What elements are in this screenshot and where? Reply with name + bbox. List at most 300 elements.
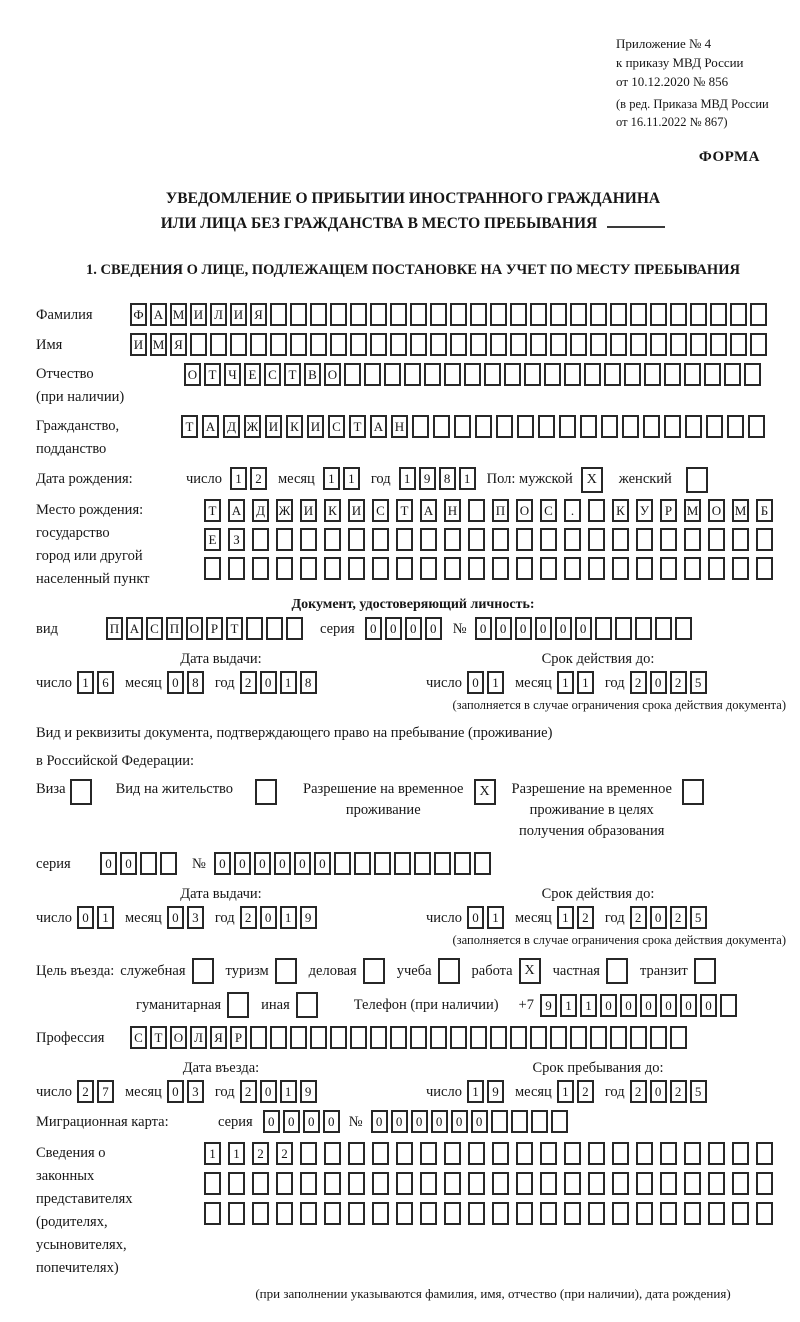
- birth-place-cell[interactable]: [204, 557, 221, 580]
- surname-cell[interactable]: [390, 303, 407, 326]
- citizenship-cell[interactable]: [643, 415, 660, 438]
- surname-cell[interactable]: [670, 303, 687, 326]
- residence-number-cell[interactable]: [414, 852, 431, 875]
- issue-month-cell[interactable]: 0: [167, 671, 184, 694]
- doc-series-cell[interactable]: 0: [365, 617, 382, 640]
- profession-cell[interactable]: [270, 1026, 287, 1049]
- representatives-cell[interactable]: [612, 1172, 629, 1195]
- name-cell[interactable]: [590, 333, 607, 356]
- birth-place-cell[interactable]: [516, 528, 533, 551]
- name-cell[interactable]: [190, 333, 207, 356]
- representatives-cell[interactable]: [540, 1142, 557, 1165]
- residence-number-cell[interactable]: 0: [214, 852, 231, 875]
- representatives-cell[interactable]: [612, 1142, 629, 1165]
- expiry-year-cell[interactable]: 2: [670, 671, 687, 694]
- citizenship-cell[interactable]: К: [286, 415, 303, 438]
- patronymic-cell[interactable]: [544, 363, 561, 386]
- phone-cell[interactable]: 9: [540, 994, 557, 1017]
- representatives-cell[interactable]: [516, 1202, 533, 1225]
- doc-kind-cell[interactable]: Т: [226, 617, 243, 640]
- res-expiry-day-cell[interactable]: 0: [467, 906, 484, 929]
- profession-cell[interactable]: [630, 1026, 647, 1049]
- representatives-cell[interactable]: [300, 1172, 317, 1195]
- name-cell[interactable]: [670, 333, 687, 356]
- birth-day-cell[interactable]: 1: [230, 467, 247, 490]
- residence-number-cell[interactable]: [434, 852, 451, 875]
- entry-month-cell[interactable]: 3: [187, 1080, 204, 1103]
- profession-cell[interactable]: О: [170, 1026, 187, 1049]
- patronymic-cell[interactable]: В: [304, 363, 321, 386]
- doc-kind-cell[interactable]: О: [186, 617, 203, 640]
- profession-cell[interactable]: С: [130, 1026, 147, 1049]
- profession-cell[interactable]: [450, 1026, 467, 1049]
- stay-day-cell[interactable]: 1: [467, 1080, 484, 1103]
- doc-number-cell[interactable]: 0: [495, 617, 512, 640]
- birth-place-cell[interactable]: [420, 557, 437, 580]
- name-cell[interactable]: [390, 333, 407, 356]
- res-issue-day-cell[interactable]: 1: [97, 906, 114, 929]
- birth-place-cell[interactable]: [300, 528, 317, 551]
- doc-number-cell[interactable]: 0: [575, 617, 592, 640]
- citizenship-cell[interactable]: И: [265, 415, 282, 438]
- res-expiry-month-cell[interactable]: 1: [557, 906, 574, 929]
- phone-cell[interactable]: 0: [620, 994, 637, 1017]
- representatives-cell[interactable]: [204, 1202, 221, 1225]
- stay-month-cell[interactable]: 1: [557, 1080, 574, 1103]
- surname-cell[interactable]: М: [170, 303, 187, 326]
- birth-place-cell[interactable]: Ж: [276, 499, 293, 522]
- female-checkbox[interactable]: [686, 467, 708, 493]
- birth-place-cell[interactable]: [660, 557, 677, 580]
- birth-month-cell[interactable]: 1: [343, 467, 360, 490]
- profession-cell[interactable]: [550, 1026, 567, 1049]
- name-cell[interactable]: [310, 333, 327, 356]
- citizenship-cell[interactable]: Н: [391, 415, 408, 438]
- phone-cell[interactable]: 0: [680, 994, 697, 1017]
- representatives-cell[interactable]: [684, 1142, 701, 1165]
- purpose-transit-checkbox[interactable]: [694, 958, 716, 984]
- name-cell[interactable]: [610, 333, 627, 356]
- res-issue-year-cell[interactable]: 1: [280, 906, 297, 929]
- doc-number-cell[interactable]: 0: [475, 617, 492, 640]
- birth-place-cell[interactable]: О: [708, 499, 725, 522]
- representatives-cell[interactable]: [372, 1172, 389, 1195]
- representatives-cell[interactable]: [564, 1202, 581, 1225]
- surname-cell[interactable]: [350, 303, 367, 326]
- birth-place-cell[interactable]: .: [564, 499, 581, 522]
- doc-kind-cell[interactable]: [246, 617, 263, 640]
- patronymic-cell[interactable]: [704, 363, 721, 386]
- expiry-day-cell[interactable]: 1: [487, 671, 504, 694]
- residence-series-cell[interactable]: [160, 852, 177, 875]
- profession-cell[interactable]: [410, 1026, 427, 1049]
- name-cell[interactable]: [570, 333, 587, 356]
- doc-kind-cell[interactable]: Р: [206, 617, 223, 640]
- representatives-cell[interactable]: [756, 1172, 773, 1195]
- citizenship-cell[interactable]: А: [202, 415, 219, 438]
- representatives-cell[interactable]: [420, 1202, 437, 1225]
- representatives-cell[interactable]: [492, 1202, 509, 1225]
- birth-place-cell[interactable]: К: [612, 499, 629, 522]
- doc-kind-cell[interactable]: А: [126, 617, 143, 640]
- birth-place-cell[interactable]: [252, 528, 269, 551]
- birth-place-cell[interactable]: [756, 528, 773, 551]
- surname-cell[interactable]: [290, 303, 307, 326]
- representatives-cell[interactable]: [444, 1202, 461, 1225]
- surname-cell[interactable]: Я: [250, 303, 267, 326]
- profession-cell[interactable]: Л: [190, 1026, 207, 1049]
- purpose-humanitarian-checkbox[interactable]: [227, 992, 249, 1018]
- birth-place-cell[interactable]: [444, 528, 461, 551]
- patronymic-cell[interactable]: [384, 363, 401, 386]
- surname-cell[interactable]: [650, 303, 667, 326]
- representatives-cell[interactable]: [636, 1202, 653, 1225]
- birth-place-cell[interactable]: Т: [396, 499, 413, 522]
- profession-cell[interactable]: [390, 1026, 407, 1049]
- representatives-cell[interactable]: [252, 1172, 269, 1195]
- patronymic-cell[interactable]: [664, 363, 681, 386]
- representatives-cell[interactable]: [588, 1142, 605, 1165]
- surname-cell[interactable]: [470, 303, 487, 326]
- res-expiry-year-cell[interactable]: 2: [630, 906, 647, 929]
- representatives-cell[interactable]: [612, 1202, 629, 1225]
- stay-year-cell[interactable]: 0: [650, 1080, 667, 1103]
- res-issue-year-cell[interactable]: 0: [260, 906, 277, 929]
- birth-place-cell[interactable]: [420, 528, 437, 551]
- purpose-study-checkbox[interactable]: [438, 958, 460, 984]
- migration-number-cell[interactable]: [551, 1110, 568, 1133]
- name-cell[interactable]: [690, 333, 707, 356]
- profession-cell[interactable]: [290, 1026, 307, 1049]
- res-expiry-month-cell[interactable]: 2: [577, 906, 594, 929]
- stay-year-cell[interactable]: 2: [670, 1080, 687, 1103]
- patronymic-cell[interactable]: [724, 363, 741, 386]
- name-cell[interactable]: [450, 333, 467, 356]
- purpose-tourism-checkbox[interactable]: [275, 958, 297, 984]
- stay-year-cell[interactable]: 2: [630, 1080, 647, 1103]
- residence-number-cell[interactable]: 0: [234, 852, 251, 875]
- stay-day-cell[interactable]: 9: [487, 1080, 504, 1103]
- patronymic-cell[interactable]: Т: [204, 363, 221, 386]
- expiry-year-cell[interactable]: 2: [630, 671, 647, 694]
- profession-cell[interactable]: [610, 1026, 627, 1049]
- surname-cell[interactable]: [710, 303, 727, 326]
- name-cell[interactable]: [430, 333, 447, 356]
- citizenship-cell[interactable]: [475, 415, 492, 438]
- migration-number-cell[interactable]: 0: [431, 1110, 448, 1133]
- migration-number-cell[interactable]: [531, 1110, 548, 1133]
- name-cell[interactable]: Я: [170, 333, 187, 356]
- name-cell[interactable]: [750, 333, 767, 356]
- citizenship-cell[interactable]: [538, 415, 555, 438]
- surname-cell[interactable]: [310, 303, 327, 326]
- birth-place-cell[interactable]: [468, 499, 485, 522]
- name-cell[interactable]: М: [150, 333, 167, 356]
- representatives-cell[interactable]: [396, 1202, 413, 1225]
- citizenship-cell[interactable]: [664, 415, 681, 438]
- citizenship-cell[interactable]: [559, 415, 576, 438]
- birth-year-cell[interactable]: 1: [399, 467, 416, 490]
- birth-place-cell[interactable]: Р: [660, 499, 677, 522]
- representatives-cell[interactable]: [660, 1142, 677, 1165]
- patronymic-cell[interactable]: [364, 363, 381, 386]
- profession-cell[interactable]: [510, 1026, 527, 1049]
- residence-series-cell[interactable]: 0: [120, 852, 137, 875]
- representatives-cell[interactable]: [756, 1142, 773, 1165]
- citizenship-cell[interactable]: [601, 415, 618, 438]
- name-cell[interactable]: [230, 333, 247, 356]
- representatives-cell[interactable]: [324, 1202, 341, 1225]
- birth-place-cell[interactable]: [372, 557, 389, 580]
- res-issue-month-cell[interactable]: 3: [187, 906, 204, 929]
- patronymic-cell[interactable]: [624, 363, 641, 386]
- entry-month-cell[interactable]: 0: [167, 1080, 184, 1103]
- birth-place-cell[interactable]: С: [372, 499, 389, 522]
- name-cell[interactable]: [290, 333, 307, 356]
- birth-place-cell[interactable]: [468, 528, 485, 551]
- patronymic-cell[interactable]: Ч: [224, 363, 241, 386]
- surname-cell[interactable]: А: [150, 303, 167, 326]
- purpose-other-checkbox[interactable]: [296, 992, 318, 1018]
- name-cell[interactable]: [470, 333, 487, 356]
- surname-cell[interactable]: [550, 303, 567, 326]
- birth-place-cell[interactable]: М: [684, 499, 701, 522]
- res-expiry-year-cell[interactable]: 2: [670, 906, 687, 929]
- res-expiry-year-cell[interactable]: 5: [690, 906, 707, 929]
- res-expiry-day-cell[interactable]: 1: [487, 906, 504, 929]
- surname-cell[interactable]: [630, 303, 647, 326]
- phone-cell[interactable]: 0: [600, 994, 617, 1017]
- rvp-education-checkbox[interactable]: [682, 779, 704, 805]
- doc-number-cell[interactable]: [655, 617, 672, 640]
- birth-place-cell[interactable]: [492, 528, 509, 551]
- birth-place-cell[interactable]: Е: [204, 528, 221, 551]
- migration-series-cell[interactable]: 0: [283, 1110, 300, 1133]
- expiry-year-cell[interactable]: 5: [690, 671, 707, 694]
- phone-cell[interactable]: 0: [660, 994, 677, 1017]
- stay-year-cell[interactable]: 5: [690, 1080, 707, 1103]
- representatives-cell[interactable]: [468, 1172, 485, 1195]
- birth-place-cell[interactable]: [588, 499, 605, 522]
- birth-year-cell[interactable]: 1: [459, 467, 476, 490]
- representatives-cell[interactable]: [396, 1142, 413, 1165]
- representatives-cell[interactable]: [348, 1202, 365, 1225]
- patronymic-cell[interactable]: [484, 363, 501, 386]
- surname-cell[interactable]: [750, 303, 767, 326]
- entry-year-cell[interactable]: 0: [260, 1080, 277, 1103]
- representatives-cell[interactable]: [348, 1172, 365, 1195]
- representatives-cell[interactable]: [252, 1202, 269, 1225]
- residence-number-cell[interactable]: 0: [294, 852, 311, 875]
- patronymic-cell[interactable]: [524, 363, 541, 386]
- birth-place-cell[interactable]: [612, 557, 629, 580]
- representatives-cell[interactable]: [732, 1202, 749, 1225]
- issue-year-cell[interactable]: 8: [300, 671, 317, 694]
- residence-series-cell[interactable]: 0: [100, 852, 117, 875]
- representatives-cell[interactable]: [372, 1142, 389, 1165]
- entry-year-cell[interactable]: 9: [300, 1080, 317, 1103]
- representatives-cell[interactable]: [348, 1142, 365, 1165]
- birth-place-cell[interactable]: [324, 528, 341, 551]
- birth-place-cell[interactable]: [612, 528, 629, 551]
- citizenship-cell[interactable]: [685, 415, 702, 438]
- phone-cell[interactable]: 1: [560, 994, 577, 1017]
- issue-year-cell[interactable]: 2: [240, 671, 257, 694]
- surname-cell[interactable]: [410, 303, 427, 326]
- patronymic-cell[interactable]: О: [184, 363, 201, 386]
- citizenship-cell[interactable]: Т: [349, 415, 366, 438]
- representatives-cell[interactable]: [300, 1202, 317, 1225]
- representatives-cell[interactable]: [708, 1202, 725, 1225]
- representatives-cell[interactable]: 2: [252, 1142, 269, 1165]
- profession-cell[interactable]: [330, 1026, 347, 1049]
- patronymic-cell[interactable]: [644, 363, 661, 386]
- profession-cell[interactable]: Я: [210, 1026, 227, 1049]
- birth-year-cell[interactable]: 9: [419, 467, 436, 490]
- surname-cell[interactable]: [490, 303, 507, 326]
- representatives-cell[interactable]: [756, 1202, 773, 1225]
- citizenship-cell[interactable]: Ж: [244, 415, 261, 438]
- birth-place-cell[interactable]: Б: [756, 499, 773, 522]
- birth-place-cell[interactable]: [300, 557, 317, 580]
- purpose-official-checkbox[interactable]: [192, 958, 214, 984]
- representatives-cell[interactable]: [660, 1172, 677, 1195]
- representatives-cell[interactable]: [204, 1172, 221, 1195]
- surname-cell[interactable]: [690, 303, 707, 326]
- citizenship-cell[interactable]: [622, 415, 639, 438]
- migration-series-cell[interactable]: 0: [303, 1110, 320, 1133]
- representatives-cell[interactable]: [636, 1172, 653, 1195]
- citizenship-cell[interactable]: [727, 415, 744, 438]
- representatives-cell[interactable]: 1: [204, 1142, 221, 1165]
- representatives-cell[interactable]: 1: [228, 1142, 245, 1165]
- birth-place-cell[interactable]: [468, 557, 485, 580]
- residence-number-cell[interactable]: [394, 852, 411, 875]
- name-cell[interactable]: [330, 333, 347, 356]
- expiry-month-cell[interactable]: 1: [557, 671, 574, 694]
- doc-series-cell[interactable]: 0: [385, 617, 402, 640]
- birth-place-cell[interactable]: А: [228, 499, 245, 522]
- patronymic-cell[interactable]: [464, 363, 481, 386]
- representatives-cell[interactable]: [732, 1172, 749, 1195]
- name-cell[interactable]: [510, 333, 527, 356]
- surname-cell[interactable]: [570, 303, 587, 326]
- surname-cell[interactable]: Л: [210, 303, 227, 326]
- citizenship-cell[interactable]: [706, 415, 723, 438]
- representatives-cell[interactable]: [636, 1142, 653, 1165]
- birth-place-cell[interactable]: О: [516, 499, 533, 522]
- representatives-cell[interactable]: [228, 1172, 245, 1195]
- doc-kind-cell[interactable]: С: [146, 617, 163, 640]
- representatives-cell[interactable]: [684, 1202, 701, 1225]
- residence-number-cell[interactable]: 0: [274, 852, 291, 875]
- name-cell[interactable]: [710, 333, 727, 356]
- representatives-cell[interactable]: [732, 1142, 749, 1165]
- representatives-cell[interactable]: [588, 1172, 605, 1195]
- phone-cell[interactable]: 0: [640, 994, 657, 1017]
- birth-place-cell[interactable]: Н: [444, 499, 461, 522]
- doc-series-cell[interactable]: 0: [405, 617, 422, 640]
- issue-day-cell[interactable]: 1: [77, 671, 94, 694]
- phone-cell[interactable]: [720, 994, 737, 1017]
- surname-cell[interactable]: [610, 303, 627, 326]
- migration-number-cell[interactable]: 0: [451, 1110, 468, 1133]
- residence-number-cell[interactable]: [374, 852, 391, 875]
- residence-number-cell[interactable]: [454, 852, 471, 875]
- profession-cell[interactable]: [490, 1026, 507, 1049]
- birth-place-cell[interactable]: И: [348, 499, 365, 522]
- name-cell[interactable]: [250, 333, 267, 356]
- surname-cell[interactable]: [450, 303, 467, 326]
- birth-place-cell[interactable]: С: [540, 499, 557, 522]
- doc-series-cell[interactable]: 0: [425, 617, 442, 640]
- birth-place-cell[interactable]: [540, 528, 557, 551]
- name-cell[interactable]: [270, 333, 287, 356]
- birth-place-cell[interactable]: [756, 557, 773, 580]
- representatives-cell[interactable]: [708, 1142, 725, 1165]
- birth-place-cell[interactable]: [276, 528, 293, 551]
- profession-cell[interactable]: Т: [150, 1026, 167, 1049]
- patronymic-cell[interactable]: [744, 363, 761, 386]
- representatives-cell[interactable]: [540, 1172, 557, 1195]
- patronymic-cell[interactable]: [604, 363, 621, 386]
- surname-cell[interactable]: [330, 303, 347, 326]
- purpose-private-checkbox[interactable]: [606, 958, 628, 984]
- representatives-cell[interactable]: [372, 1202, 389, 1225]
- entry-year-cell[interactable]: 2: [240, 1080, 257, 1103]
- representatives-cell[interactable]: [420, 1142, 437, 1165]
- representatives-cell[interactable]: [228, 1202, 245, 1225]
- birth-place-cell[interactable]: П: [492, 499, 509, 522]
- doc-kind-cell[interactable]: П: [166, 617, 183, 640]
- citizenship-cell[interactable]: [496, 415, 513, 438]
- migration-number-cell[interactable]: 0: [471, 1110, 488, 1133]
- res-issue-year-cell[interactable]: 9: [300, 906, 317, 929]
- residence-number-cell[interactable]: 0: [314, 852, 331, 875]
- purpose-work-checkbox[interactable]: X: [519, 958, 541, 984]
- surname-cell[interactable]: [430, 303, 447, 326]
- representatives-cell[interactable]: [468, 1202, 485, 1225]
- expiry-month-cell[interactable]: 1: [577, 671, 594, 694]
- citizenship-cell[interactable]: [433, 415, 450, 438]
- representatives-cell[interactable]: [444, 1172, 461, 1195]
- residence-number-cell[interactable]: 0: [254, 852, 271, 875]
- issue-day-cell[interactable]: 6: [97, 671, 114, 694]
- representatives-cell[interactable]: [564, 1172, 581, 1195]
- birth-place-cell[interactable]: [348, 528, 365, 551]
- profession-cell[interactable]: [670, 1026, 687, 1049]
- surname-cell[interactable]: И: [230, 303, 247, 326]
- patronymic-cell[interactable]: [344, 363, 361, 386]
- name-cell[interactable]: [630, 333, 647, 356]
- birth-place-cell[interactable]: [708, 557, 725, 580]
- birth-place-cell[interactable]: [708, 528, 725, 551]
- representatives-cell[interactable]: [444, 1142, 461, 1165]
- doc-kind-cell[interactable]: [286, 617, 303, 640]
- representatives-cell[interactable]: [708, 1172, 725, 1195]
- doc-number-cell[interactable]: [635, 617, 652, 640]
- birth-place-cell[interactable]: [396, 528, 413, 551]
- doc-number-cell[interactable]: 0: [515, 617, 532, 640]
- doc-kind-cell[interactable]: [266, 617, 283, 640]
- birth-place-cell[interactable]: [324, 557, 341, 580]
- patronymic-cell[interactable]: [564, 363, 581, 386]
- residence-number-cell[interactable]: [334, 852, 351, 875]
- birth-day-cell[interactable]: 2: [250, 467, 267, 490]
- birth-place-cell[interactable]: Д: [252, 499, 269, 522]
- birth-place-cell[interactable]: [732, 557, 749, 580]
- birth-place-cell[interactable]: А: [420, 499, 437, 522]
